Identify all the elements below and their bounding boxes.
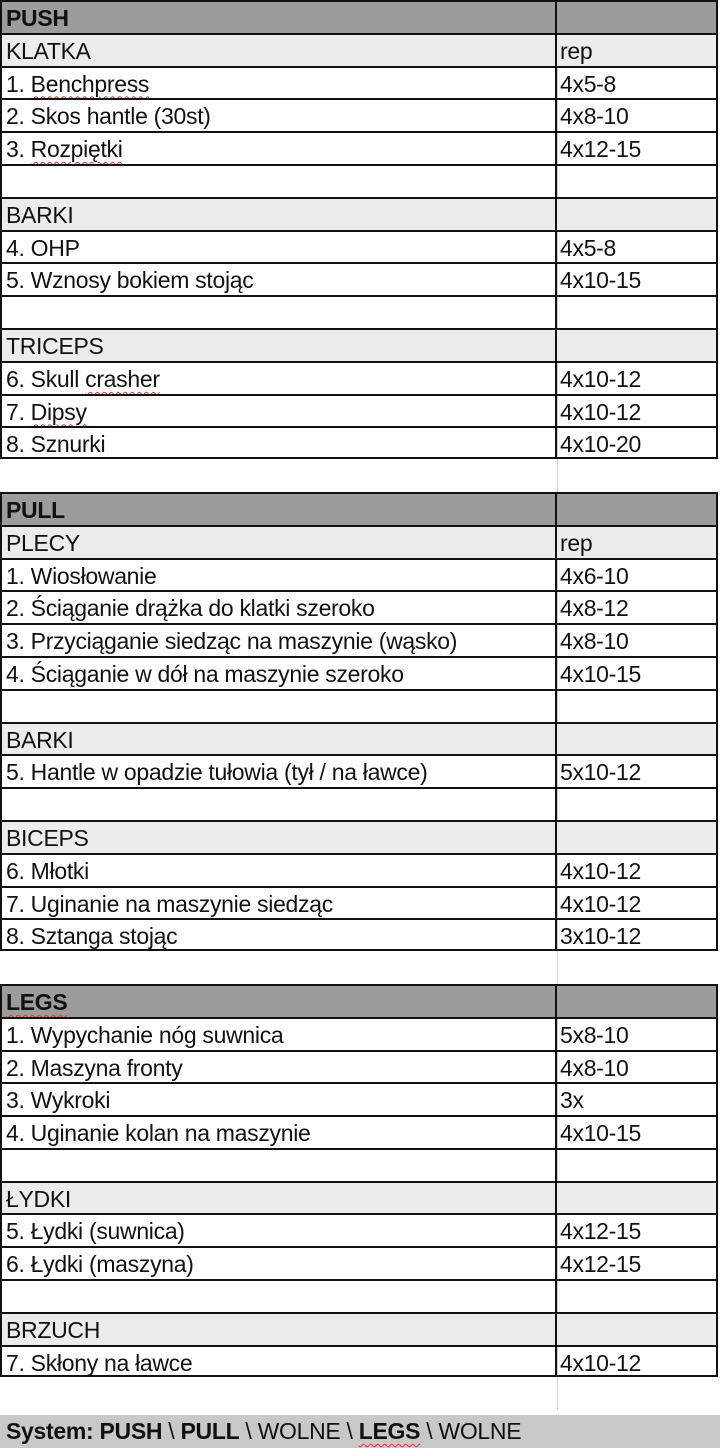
cell-exercise[interactable]: [0, 1377, 557, 1410]
cell-reps[interactable]: 4x10-15: [557, 262, 718, 295]
cell-exercise[interactable]: 1. Benchpress: [0, 66, 557, 99]
cell-reps[interactable]: 4x8-10: [557, 98, 718, 131]
cell-exercise[interactable]: BARKI: [0, 197, 557, 230]
system-push: PUSH: [99, 1418, 163, 1444]
cell-reps[interactable]: 4x8-12: [557, 590, 718, 623]
cell-exercise[interactable]: [0, 984, 557, 1017]
cell-exercise[interactable]: [0, 787, 557, 820]
cell-exercise[interactable]: 4. Ściąganie w dół na maszynie szeroko: [0, 656, 557, 689]
exercise-row: [0, 230, 720, 263]
spellcheck-word: Benchpress: [30, 70, 150, 97]
exercise-row: [0, 1345, 720, 1378]
exercise-row: [0, 262, 720, 295]
cell-exercise[interactable]: [0, 951, 557, 984]
separator: \: [162, 1418, 181, 1444]
cell-reps[interactable]: [557, 1279, 718, 1312]
spacer-row: [0, 689, 720, 722]
cell-exercise[interactable]: BRZUCH: [0, 1312, 557, 1345]
cell-exercise[interactable]: 1. Wypychanie nóg suwnica: [0, 1017, 557, 1050]
cell-exercise[interactable]: KLATKA: [0, 33, 557, 66]
cell-reps[interactable]: [557, 787, 718, 820]
exercise-row: [0, 66, 720, 99]
cell-exercise[interactable]: PUSH: [0, 0, 557, 33]
spellcheck-word: crasher: [85, 365, 160, 392]
spellcheck-word: Rozpiętki: [30, 136, 123, 163]
cell-reps[interactable]: 4x10-15: [557, 1115, 718, 1148]
cell-reps[interactable]: [557, 1312, 718, 1345]
cell-exercise[interactable]: 8. Sztanga stojąc: [0, 918, 557, 951]
cell-exercise[interactable]: PULL: [0, 492, 557, 525]
cell-exercise[interactable]: BICEPS: [0, 820, 557, 853]
cell-reps[interactable]: 3x: [557, 1082, 718, 1115]
cell-reps[interactable]: 4x10-12: [557, 853, 718, 886]
system-rest: \ WOLNE \: [239, 1418, 359, 1444]
exercise-row: [0, 131, 720, 164]
exercise-row: [0, 886, 720, 919]
cell-reps[interactable]: 4x8-10: [557, 623, 718, 656]
cell-reps[interactable]: 5x10-12: [557, 754, 718, 787]
cell-exercise[interactable]: 7. Uginanie na maszynie siedząc: [0, 886, 557, 919]
blank-row: [0, 951, 720, 984]
cell-exercise[interactable]: 5. Wznosy bokiem stojąc: [0, 262, 557, 295]
exercise-row: [0, 918, 720, 951]
spacer-row: [0, 164, 720, 197]
cell-exercise[interactable]: 8. Sznurki: [0, 426, 557, 459]
cell-exercise[interactable]: 4. OHP: [0, 230, 557, 263]
cell-reps[interactable]: [557, 984, 718, 1017]
exercise-row: [0, 394, 720, 427]
group-header-row: [0, 722, 720, 755]
cell-exercise[interactable]: 3. Wykroki: [0, 1082, 557, 1115]
cell-reps[interactable]: 4x8-10: [557, 1050, 718, 1083]
system-summary[interactable]: [0, 1415, 720, 1448]
cell-exercise[interactable]: 2. Ściąganie drążka do klatki szeroko: [0, 590, 557, 623]
cell-reps[interactable]: 3x10-12: [557, 918, 718, 951]
cell-exercise[interactable]: TRICEPS: [0, 328, 557, 361]
cell-exercise[interactable]: ŁYDKI: [0, 1181, 557, 1214]
cell-reps[interactable]: 4x10-12: [557, 394, 718, 427]
cell-exercise[interactable]: 7. Skłony na ławce: [0, 1345, 557, 1378]
cell-reps[interactable]: 4x5-8: [557, 230, 718, 263]
exercise-row: [0, 558, 720, 591]
exercise-row: [0, 1246, 720, 1279]
system-rest-2: \ WOLNE: [420, 1418, 522, 1444]
cell-reps[interactable]: [557, 0, 718, 33]
exercise-row: [0, 98, 720, 131]
cell-exercise[interactable]: [0, 689, 557, 722]
cell-reps[interactable]: rep: [557, 33, 718, 66]
cell-exercise[interactable]: 1. Wiosłowanie: [0, 558, 557, 591]
cell-exercise[interactable]: [0, 164, 557, 197]
exercise-row: [0, 1050, 720, 1083]
cell-exercise[interactable]: [0, 1279, 557, 1312]
cell-exercise[interactable]: 3. Rozpiętki: [0, 131, 557, 164]
cell-exercise[interactable]: 2. Skos hantle (30st): [0, 98, 557, 131]
system-legs: LEGS: [358, 1418, 421, 1444]
exercise-row: [0, 1082, 720, 1115]
cell-exercise[interactable]: [0, 295, 557, 328]
cell-exercise[interactable]: 3. Przyciąganie siedząc na maszynie (wąsko): [0, 623, 557, 656]
spellcheck-word: LEGS: [6, 988, 68, 1015]
exercise-row: [0, 361, 720, 394]
cell-reps[interactable]: [557, 1377, 718, 1410]
cell-exercise[interactable]: 2. Maszyna fronty: [0, 1050, 557, 1083]
cell-reps[interactable]: 4x10-12: [557, 361, 718, 394]
cell-exercise[interactable]: 7. Dipsy: [0, 394, 557, 427]
exercise-row: [0, 853, 720, 886]
exercise-row: [0, 623, 720, 656]
day-header-row: [0, 984, 720, 1017]
cell-reps[interactable]: [557, 197, 718, 230]
cell-reps[interactable]: [557, 459, 718, 492]
group-header-row: [0, 1312, 720, 1345]
cell-reps[interactable]: [557, 1181, 718, 1214]
cell-exercise[interactable]: [0, 1148, 557, 1181]
cell-exercise[interactable]: BARKI: [0, 722, 557, 755]
cell-reps[interactable]: 4x12-15: [557, 1213, 718, 1246]
spellcheck-word: Dipsy: [30, 398, 87, 425]
cell-reps[interactable]: 4x10-12: [557, 1345, 718, 1378]
cell-reps[interactable]: [557, 164, 718, 197]
cell-exercise[interactable]: PLECY: [0, 525, 557, 558]
cell-reps[interactable]: 4x12-15: [557, 131, 718, 164]
spacer-row: [0, 1148, 720, 1181]
cell-exercise[interactable]: 6. Łydki (maszyna): [0, 1246, 557, 1279]
system-label: System:: [6, 1418, 94, 1444]
cell-reps[interactable]: 4x5-8: [557, 66, 718, 99]
blank-row: [0, 459, 720, 492]
cell-reps[interactable]: 4x12-15: [557, 1246, 718, 1279]
cell-exercise[interactable]: 6. Skull crasher: [0, 361, 557, 394]
exercise-row: [0, 426, 720, 459]
exercise-row: [0, 1115, 720, 1148]
cell-reps[interactable]: [557, 689, 718, 722]
cell-reps[interactable]: 4x10-12: [557, 886, 718, 919]
cell-reps[interactable]: [557, 951, 718, 984]
group-header-row: [0, 197, 720, 230]
exercise-row: [0, 1017, 720, 1050]
cell-reps[interactable]: [557, 820, 718, 853]
group-header-row: [0, 328, 720, 361]
cell-reps[interactable]: [557, 328, 718, 361]
day-header-row: [0, 492, 720, 525]
group-header-row: [0, 820, 720, 853]
day-header-row: [0, 0, 720, 33]
cell-exercise[interactable]: 5. Łydki (suwnica): [0, 1213, 557, 1246]
cell-reps[interactable]: 4x10-20: [557, 426, 718, 459]
spacer-row: [0, 787, 720, 820]
cell-exercise[interactable]: 4. Uginanie kolan na maszynie: [0, 1115, 557, 1148]
cell-reps[interactable]: 4x10-15: [557, 656, 718, 689]
group-header-row: [0, 1181, 720, 1214]
cell-reps[interactable]: 5x8-10: [557, 1017, 718, 1050]
group-header-row: [0, 525, 720, 558]
cell-reps[interactable]: rep: [557, 525, 718, 558]
system-pull: PULL: [180, 1418, 240, 1444]
cell-reps[interactable]: [557, 1148, 718, 1181]
spacer-row: [0, 295, 720, 328]
cell-reps[interactable]: [557, 492, 718, 525]
cell-reps[interactable]: 4x6-10: [557, 558, 718, 591]
spacer-row: [0, 1279, 720, 1312]
exercise-row: [0, 656, 720, 689]
exercise-row: [0, 1213, 720, 1246]
cell-exercise[interactable]: 5. Hantle w opadzie tułowia (tył / na ławce): [0, 754, 557, 787]
group-header-row: [0, 33, 720, 66]
cell-exercise[interactable]: [0, 459, 557, 492]
cell-exercise[interactable]: 6. Młotki: [0, 853, 557, 886]
cell-reps[interactable]: [557, 295, 718, 328]
blank-row: [0, 1377, 720, 1410]
cell-reps[interactable]: [557, 722, 718, 755]
exercise-row: [0, 754, 720, 787]
exercise-row: [0, 590, 720, 623]
